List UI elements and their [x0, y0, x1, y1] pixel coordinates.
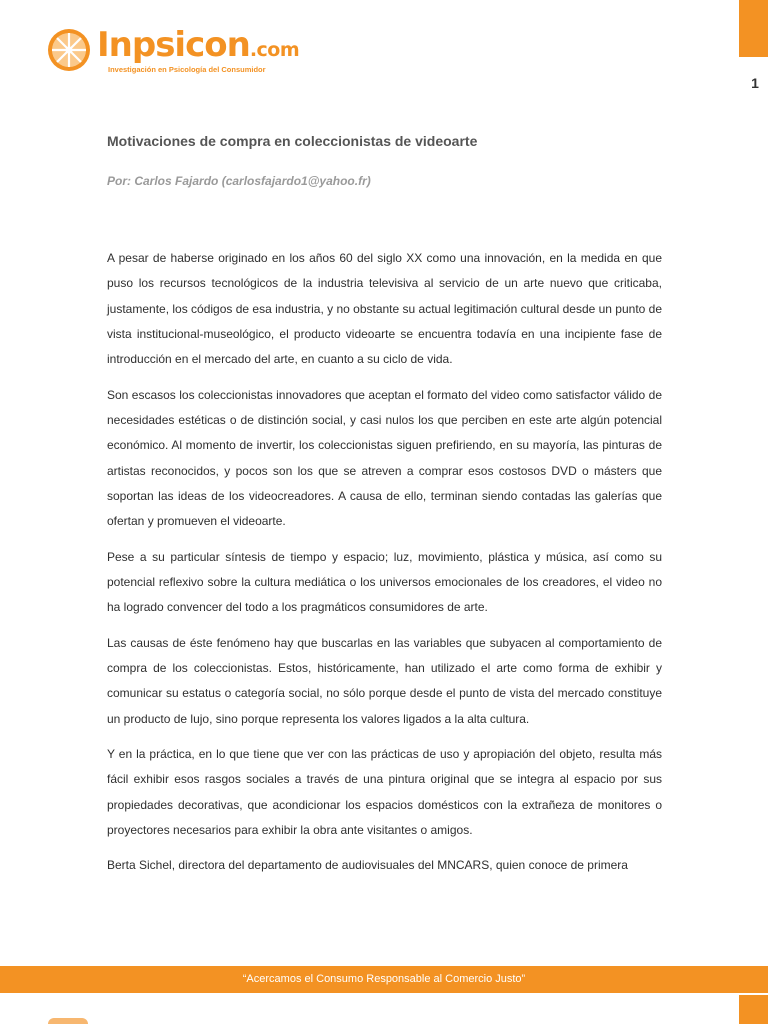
- paragraph: Y en la práctica, en lo que tiene que ver con las prácticas de uso y apropiación del objeto, resulta más fácil exhibir esos rasgos sociales a través de una pintura original que se integra al espacio por sus propiedades decorativas, que acondicionar los espacios domésticos con la extrañeza de monitores o proyectores necesarios para exhibir la obra ante visitantes o amigos.: [107, 747, 662, 837]
- page-number: 1: [751, 75, 759, 91]
- brand-logo: [47, 25, 307, 76]
- corner-tab-bottom: [739, 995, 768, 1024]
- article-author: Por: Carlos Fajardo (carlosfajardo1@yahoo.fr): [107, 174, 371, 188]
- orange-slice-icon: [47, 28, 91, 72]
- brand-suffix: .com: [249, 39, 300, 61]
- next-page-logo-fragment: [48, 1018, 88, 1024]
- brand-tagline: Investigación en Psicología del Consumidor: [108, 65, 266, 74]
- footer-bar: [0, 966, 768, 993]
- corner-tab: [739, 0, 768, 57]
- article-body: [107, 246, 662, 889]
- paragraph: A pesar de haberse originado en los años 60 del siglo XX como una innovación, en la medida en que puso los recursos tecnológicos de la industria televisiva al servicio de un arte nuevo que criticaba, justamente, los códigos de esa industria, y no obstante su actual legitimación cultural desde un punto de vista institucional-museológico, el producto videoarte se encuentra todavía en una incipiente fase de introducción en el mercado del arte, en cuanto a su ciclo de vida.: [107, 251, 663, 367]
- article-title: Motivaciones de compra en coleccionistas de videoarte: [107, 133, 478, 149]
- brand-wordmark: [97, 25, 300, 65]
- paragraph: Berta Sichel, directora del departamento de audiovisuales del MNCARS, quien conoce de primera: [107, 858, 628, 873]
- paragraph: Las causas de éste fenómeno hay que buscarlas en las variables que subyacen al comportamiento de compra de los coleccionistas. Estos, históricamente, han utilizado el arte como forma de exhibir y comunicar su estatus o categoría social, no sólo porque desde el punto de vista del mercado constituye un producto de lujo, sino porque representa los valores ligados a la alta cultura.: [107, 635, 662, 726]
- paragraph: Pese a su particular síntesis de tiempo y espacio; luz, movimiento, plástica y música, así como su potencial reflexivo sobre la cultura mediática o los universos emocionales de los creadores, el video no ha logrado convencer del todo a los pragmáticos consumidores de arte.: [107, 549, 662, 615]
- footer-quote: “Acercamos el Consumo Responsable al Comercio Justo”: [242, 973, 526, 985]
- brand-name: Inpsicon: [97, 25, 250, 65]
- paragraph: Son escasos los coleccionistas innovadores que aceptan el formato del video como satisfactor válido de necesidades estéticas o de distinción social, y casi nulos los que perciben en este arte algún potencial económico. Al momento de invertir, los coleccionistas siguen prefiriendo, en su mayoría, las pinturas de artistas reconocidos, y pocos son los que se atreven a comprar esos costosos DVD o másters que soportan las ideas de los videocreadores. A causa de ello, terminan siendo contadas las galerías que ofertan y promueven el videoarte.: [107, 387, 662, 529]
